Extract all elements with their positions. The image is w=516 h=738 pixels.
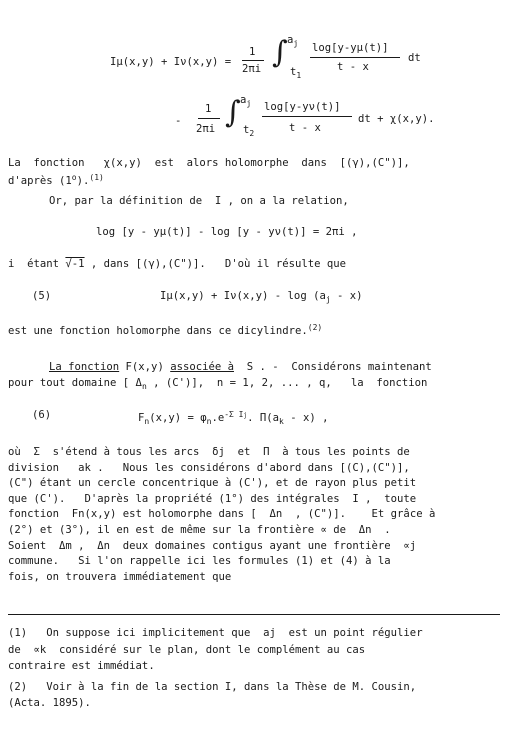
equation-1b-tail: dt + χ(x,y).	[358, 113, 435, 125]
integral-sign: ∫	[272, 35, 288, 70]
equation-5-label: (5)	[32, 290, 52, 302]
text-line: i étant √-1 , dans [(γ),(C")]. D'où il résulte que	[8, 258, 347, 270]
text-line: fois, on trouvera immédiatement que	[8, 571, 232, 583]
integral-2-lower-limit: $t_2$	[243, 124, 255, 138]
equation-6: $F_n(x,y) = \varphi_n.e^{-\Sigma Ij}$. $\Pi(a_k - x)$ ,	[138, 410, 329, 426]
equation-1-dt: dt	[408, 52, 421, 64]
equation-1b-num: 1	[205, 103, 212, 115]
text-line: (C") étant un cercle concentrique à (C'), et de rayon plus petit	[8, 477, 417, 489]
text-line: commune. Si l'on rappelle ici les formules (1) et (4) à la	[8, 555, 391, 567]
equation-2: log [y - yμ(t)] - log [y - yν(t)] = 2πi ,	[96, 226, 358, 238]
text-line: La fonction χ(x,y) est alors holomorphe dans [(γ),(C")],	[8, 157, 410, 169]
integral-upper-limit: $a_j$	[287, 34, 299, 48]
equation-1b-fraction-bar	[198, 118, 220, 119]
integrand-numerator: log[y-yμ(t)]	[312, 42, 389, 54]
equation-1-lhs: Iμ(x,y) + Iν(x,y) =	[110, 56, 238, 68]
integral-sign-2: ∫	[225, 95, 241, 130]
equation-1-fraction-bar	[242, 60, 264, 61]
text-line: est une fonction holomorphe dans ce dicylindre.$^{(2)}$	[8, 323, 323, 337]
equation-1-den: 2πi	[242, 63, 262, 75]
integrand-2-numerator: log[y-yν(t)]	[264, 101, 341, 113]
text-line: division ak . Nous les considérons d'abord dans [(C),(C")],	[8, 462, 410, 474]
text-line: pour tout domaine [ $\Delta_n$ , (C')], n = 1, 2, ... , q, la fonction	[8, 377, 428, 391]
section-heading-line: La fonction F(x,y) associée à S . - Considérons maintenant	[49, 361, 432, 373]
footnote-line: (2) Voir à la fin de la section I, dans la Thèse de M. Cousin,	[8, 681, 417, 693]
footnote-divider	[8, 614, 500, 615]
integral-2-upper-limit: $a_j$	[240, 94, 252, 108]
text-line: fonction Fn(x,y) est holomorphe dans [ Δn , (C")]. Et grâce à	[8, 508, 436, 520]
integral-lower-limit: $t_1$	[290, 66, 302, 80]
equation-1b-den: 2πi	[196, 123, 216, 135]
equation-5: $I\mu(x,y) + I\nu(x,y) - \log (a_j - x)$	[160, 290, 363, 304]
text-line: (2°) et (3°), il en est de même sur la frontière ∝ de Δn .	[8, 524, 391, 536]
text-line: Or, par la définition de I , on a la relation,	[49, 195, 349, 207]
footnote-line: (Acta. 1895).	[8, 697, 91, 709]
footnote-line: (1) On suppose ici implicitement que aj est un point régulier	[8, 627, 423, 639]
text-line: où Σ s'étend à tous les arcs δj et Π à tous les points de	[8, 446, 410, 458]
equation-1b-minus: -	[175, 115, 182, 127]
text-line: que (C'). D'après la propriété (1°) des intégrales I , toute	[8, 493, 417, 505]
integrand-2-fraction-bar	[262, 116, 352, 117]
integrand-fraction-bar	[310, 57, 400, 58]
text-line: Soient Δm , Δn deux domaines contigus ayant une frontière ∝j	[8, 540, 417, 552]
equation-6-label: (6)	[32, 409, 52, 421]
footnote-line: contraire est immédiat.	[8, 660, 155, 672]
integrand-2-denominator: t - x	[289, 122, 321, 134]
equation-1-num: 1	[249, 46, 256, 58]
integrand-denominator: t - x	[337, 61, 369, 73]
text-line: d'après (1$^o$).$^{(1)}$	[8, 173, 104, 187]
footnote-line: de ∝k considéré sur le plan, dont le complément au cas	[8, 644, 366, 656]
